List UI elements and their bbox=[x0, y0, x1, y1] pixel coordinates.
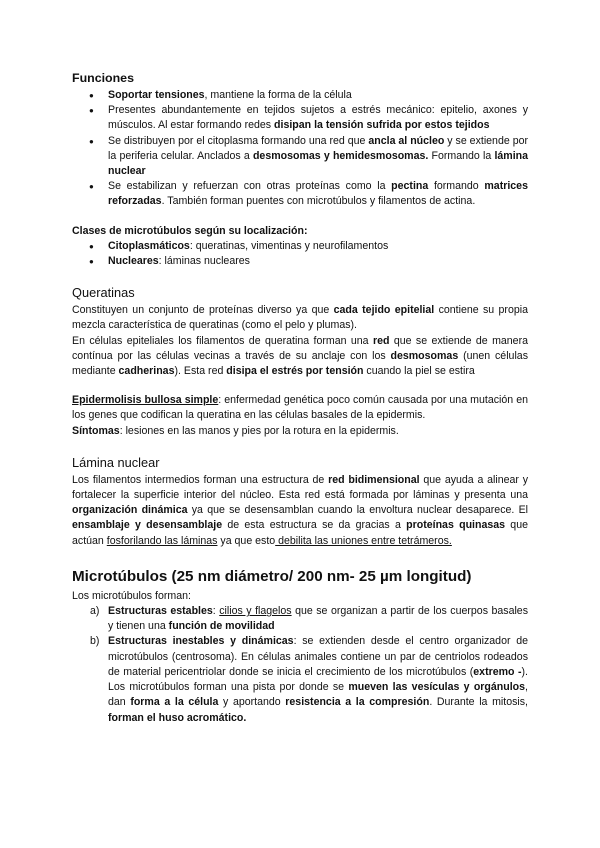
heading-microtubulos: Microtúbulos (25 nm diámetro/ 200 nm- 25 µm longitud) bbox=[72, 567, 472, 585]
microtubulos-list bbox=[72, 604, 528, 726]
list-item: ● Presentes abundantemente en tejidos sujetos a estrés mecánico: epitelio, axones y músculos. Al estar formando redes disipan la tensión sufrida por estos tejidos bbox=[72, 103, 528, 133]
heading-queratinas: Queratinas bbox=[72, 285, 135, 301]
microtubulos-intro: Los microtúbulos forman: bbox=[72, 589, 191, 602]
list-item: ● Se estabilizan y refuerzan con otras proteínas como la pectina formando matrices reforzadas. También forman puentes con microtúbulos y filamentos de actina. bbox=[72, 179, 528, 209]
heading-clases: Clases de microtúbulos según su localización: bbox=[72, 224, 308, 237]
list-item: a) Estructuras estables: cilios y flagelos que se organizan a partir de los cuerpos basales y tienen una función de movilidad bbox=[90, 605, 528, 633]
list-item: ● Citoplasmáticos: queratinas, vimentinas y neurofilamentos bbox=[72, 239, 528, 254]
queratinas-paragraph-1: Constituyen un conjunto de proteínas diverso ya que cada tejido epitelial contiene su propia mezcla característica de queratinas (como el pelo y plumas). bbox=[72, 304, 528, 332]
queratinas-paragraph-2: En células epiteliales los filamentos de queratina forman una red que se extiende de manera contínua por las células vecinas a través de su anclaje con los desmosomas (unen células mediante cadherinas). Esta red disipa el estrés por tensión cuando la piel se estira bbox=[72, 334, 528, 378]
document-page bbox=[72, 70, 528, 726]
heading-funciones: Funciones bbox=[72, 71, 134, 85]
lamina-paragraph: Los filamentos intermedios forman una estructura de red bidimensional que ayuda a alinear y fortalecer la superficie interior del núcleo. Esta red está formada por láminas y presenta una organización dinámica ya que se desensamblan cuando la envoltura nuclear desaparece. El ensamblaje y desensamblaje de esta estructura se da gracias a proteínas quinasas que actúan fosforilando las láminas ya que esto debilita las uniones entre tetrámeros. bbox=[72, 473, 529, 547]
list-item: ● Nucleares: láminas nucleares bbox=[72, 254, 528, 269]
funciones-list bbox=[72, 88, 528, 210]
sintomas-paragraph: Síntomas: lesiones en las manos y pies por la rotura en la epidermis. bbox=[72, 424, 399, 437]
clases-list bbox=[72, 239, 528, 269]
heading-lamina-nuclear: Lámina nuclear bbox=[72, 454, 160, 470]
list-item: ● Soportar tensiones, mantiene la forma de la célula bbox=[72, 88, 528, 103]
list-item: b) Estructuras inestables y dinámicas: se extienden desde el centro organizador de microtúbulos (centrosoma). En células animales contiene un par de centriolos rodeados de material pericentriolar donde se inicia el crecimiento de los microtúbulos (extremo -). Los microtúbulos forman una pista por donde se mueven las vesículas y orgánulos, dan forma a la célula y aportando resistencia a la compresión. Durante la mitosis, forman el huso acromático. bbox=[90, 635, 529, 724]
list-item: ● Se distribuyen por el citoplasma formando una red que ancla al núcleo y se extiende por la periferia celular. Anclados a desmosomas y hemidesmosomas. Formando la lámina nuclear bbox=[72, 134, 528, 180]
epidermolisis-paragraph: Epidermolisis bullosa simple: enfermedad genética poco común causada por una mutación en los genes que codifican la queratina en las células basales de la epidermis. bbox=[72, 394, 528, 422]
